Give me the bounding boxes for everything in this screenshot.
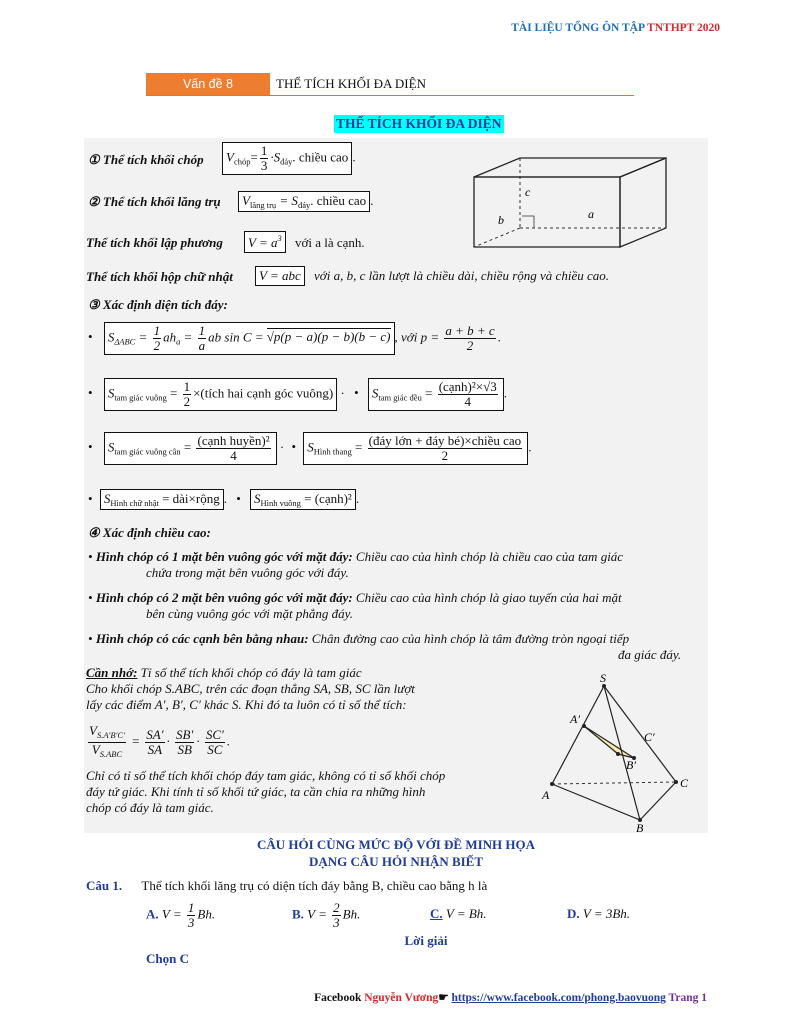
isosceles-row: • $S_{tam giác vuông cân}$ = $\frac{\text{(cạnh huyền)²}}{4}$ · • $S_{Hình thang}$ = $\frac{\text{(đáy lớn + đáy bé)×chiều cao}}{2}$ . bbox=[88, 433, 532, 463]
cube-formula-box: $V = a^3$ bbox=[244, 231, 286, 253]
option-B[interactable]: B. V = $\frac{2}{3}$ Bh. bbox=[292, 900, 361, 930]
edge-A1B1 bbox=[584, 726, 618, 754]
box-front-face bbox=[474, 177, 620, 247]
label-B1: B′ bbox=[626, 758, 636, 772]
main-title: THỂ TÍCH KHỐI ĐA DIỆN bbox=[336, 116, 502, 131]
page-number: 1 bbox=[701, 992, 707, 1004]
equilateral-box: $S_{tam giác đều}$ = $\frac{\text{(cạnh)²×√3}}{4}$ bbox=[368, 378, 504, 411]
chapter-tag: Vấn đề 8 bbox=[146, 73, 270, 95]
triangle-area-box: $S_{\Delta ABC}$ = $\frac{1}{2}$ $ah_a$ = $\frac{1}{a}$ ab sin C = √p(p − a)(p − b)(b − c) bbox=[104, 322, 395, 355]
height-item-3: • Hình chóp có các cạnh bên bằng nhau: Chân đường cao của hình chóp là tâm đường tròn ngoại tiếp đa giác đáy. bbox=[88, 631, 682, 662]
chapter-bar bbox=[146, 73, 634, 96]
box-formula: V = abc với a, b, c lần lượt là chiều dài, chiều rộng và chiều cao. bbox=[255, 266, 609, 286]
rectangle-box: $S_{Hình chữ nhật}$ = dài×rộng bbox=[100, 489, 224, 510]
answer-choice: Chọn C bbox=[146, 951, 189, 966]
remember-note: Chỉ có tỉ số thể tích khối chóp đáy tam giác, không có tỉ số khối chóp đáy tứ giác. Khi tính tỉ số khối tứ giác, ta cần chia ra những hình chóp có đáy là tam giác. bbox=[86, 768, 446, 815]
prism-label: ② Thể tích khối lăng trụ bbox=[88, 194, 221, 209]
header-text: TÀI LIỆU TỔNG ÔN TẬP bbox=[511, 22, 648, 34]
rect-square-row: • $S_{Hình chữ nhật}$ = dài×rộng . • $S_{Hình vuông}$ = (cạnh)² . bbox=[88, 491, 360, 508]
height-item-2: • Hình chóp có 2 mặt bên vuông góc với mặt đáy: Chiều cao của hình chóp là giao tuyến của hai mặt bên cùng vuông góc với mặt phẳng đáy. bbox=[88, 590, 622, 621]
box-figure bbox=[470, 150, 680, 255]
isosceles-box: $S_{tam giác vuông cân}$ = $\frac{\text{(cạnh huyền)²}}{4}$ bbox=[104, 432, 277, 465]
label-C1: C′ bbox=[644, 730, 655, 744]
page-header bbox=[511, 22, 720, 34]
box-top-face bbox=[474, 158, 666, 177]
prism-formula: $V_{lăng trụ} = S_{đáy}$. chiều cao . bbox=[238, 191, 373, 212]
hand-pointer-icon: ☛ bbox=[438, 992, 452, 1004]
box-label-c: c bbox=[525, 185, 531, 199]
edge-AC-hidden bbox=[552, 782, 676, 784]
trapezoid-box: $S_{Hình thang}$ = $\frac{\text{(đáy lớn + đáy bé)×chiều cao}}{2}$ bbox=[303, 432, 528, 465]
pyramid-figure bbox=[538, 668, 708, 836]
page-footer: Facebook Nguyễn Vương☛ https://www.facebook.com/phong.baovuong Trang 1 bbox=[314, 992, 707, 1004]
box-label-b: b bbox=[498, 213, 504, 227]
edge-SB bbox=[604, 686, 640, 820]
edge-A1C1 bbox=[584, 726, 634, 758]
question-1: Câu 1. Thể tích khối lăng trụ có diện tích đáy bằng B, chiều cao bằng h là bbox=[86, 878, 488, 893]
base-area-heading: ③ Xác định diện tích đáy: bbox=[88, 297, 228, 312]
header-exam: TNTHPT 2020 bbox=[647, 22, 720, 34]
right-triangle-box: $S_{tam giác vuông}$ = $\frac{1}{2}$ ×(tích hai cạnh góc vuông) bbox=[104, 378, 337, 411]
label-A: A bbox=[542, 788, 550, 802]
box-side-face bbox=[620, 158, 666, 247]
chapter-title: THỂ TÍCH KHỐI ĐA DIỆN bbox=[276, 76, 426, 91]
label-C: C bbox=[680, 776, 689, 790]
box-hidden-edge-3 bbox=[474, 228, 520, 247]
triangle-area-row: • $S_{\Delta ABC}$ = $\frac{1}{2}$ $ah_a$ = $\frac{1}{a}$ ab sin C = √p(p − a)(p − b)(b − c) , với p = $\frac{a + b + c}{2}$ . bbox=[88, 323, 501, 353]
label-B: B bbox=[636, 821, 644, 835]
box-label: Thể tích khối hộp chữ nhật bbox=[86, 269, 233, 284]
section-heading: CÂU HỎI CÙNG MỨC ĐỘ VỚI ĐỀ MINH HỌA DẠNG CÂU HỎI NHẬN BIẾT bbox=[256, 837, 536, 869]
cube-label: Thể tích khối lập phương bbox=[86, 235, 223, 250]
label-A1: A′ bbox=[570, 712, 580, 726]
volume-ratio-formula: $\frac{V_{S.A'B'C'}}{V_{S.ABC}}$ = $\frac{SA'}{SA}$ · $\frac{SB'}{SB}$ · $\frac{SC'}{SC}$ . bbox=[89, 723, 231, 759]
prism-formula-box: $V_{lăng trụ} = S_{đáy}$. chiều cao bbox=[238, 191, 370, 212]
height-item-1: • Hình chóp có 1 mặt bên vuông góc với mặt đáy: Chiều cao của hình chóp là chiều cao của tam giác chứa trong mặt bên vuông góc với đáy. bbox=[88, 549, 624, 580]
square-box: $S_{Hình vuông}$ = (cạnh)² bbox=[250, 489, 356, 510]
box-formula-box: V = abc bbox=[255, 266, 305, 286]
pyramid-formula: $V_{chóp}=$ $\frac{1}{3}$ $\cdot S_{đáy}$. chiều cao . bbox=[222, 142, 356, 175]
option-A[interactable]: A. V = $\frac{1}{3}$ Bh. bbox=[146, 900, 216, 930]
label-S: S bbox=[600, 671, 606, 685]
edge-AB bbox=[552, 784, 640, 820]
option-D[interactable]: D. V = 3Bh. bbox=[567, 906, 631, 921]
pyramid-label: ① Thể tích khối chóp bbox=[88, 152, 204, 167]
facebook-link[interactable]: https://www.facebook.com/phong.baovuong bbox=[451, 992, 666, 1004]
box-label-a: a bbox=[588, 207, 594, 221]
height-heading: ④ Xác định chiều cao: bbox=[88, 525, 211, 540]
option-C[interactable]: C. V = Bh. bbox=[430, 906, 487, 921]
solution-label: Lời giải bbox=[404, 933, 448, 948]
cube-formula: $V = a^3$ với a là cạnh. bbox=[244, 231, 365, 253]
edge-BC bbox=[640, 782, 676, 820]
box-right-angle bbox=[522, 216, 534, 228]
pyramid-formula-box: $V_{chóp}=$ $\frac{1}{3}$ $\cdot S_{đáy}$. chiều cao bbox=[222, 142, 352, 175]
edge-SC bbox=[604, 686, 676, 782]
remember-block: Cần nhớ: Tỉ số thể tích khối chóp có đáy là tam giác Cho khối chóp S.ABC, trên các đoạn thẳng SA, SB, SC lần lượt lấy các điểm A′, B′, C′ khác S. Khi đó ta luôn có tỉ số thể tích: bbox=[86, 665, 415, 712]
right-triangle-row: • $S_{tam giác vuông}$ = $\frac{1}{2}$ ×(tích hai cạnh góc vuông) · • $S_{tam giác đều}$ = $\frac{\text{(cạnh)²×√3}}{4}$ . bbox=[88, 379, 507, 409]
